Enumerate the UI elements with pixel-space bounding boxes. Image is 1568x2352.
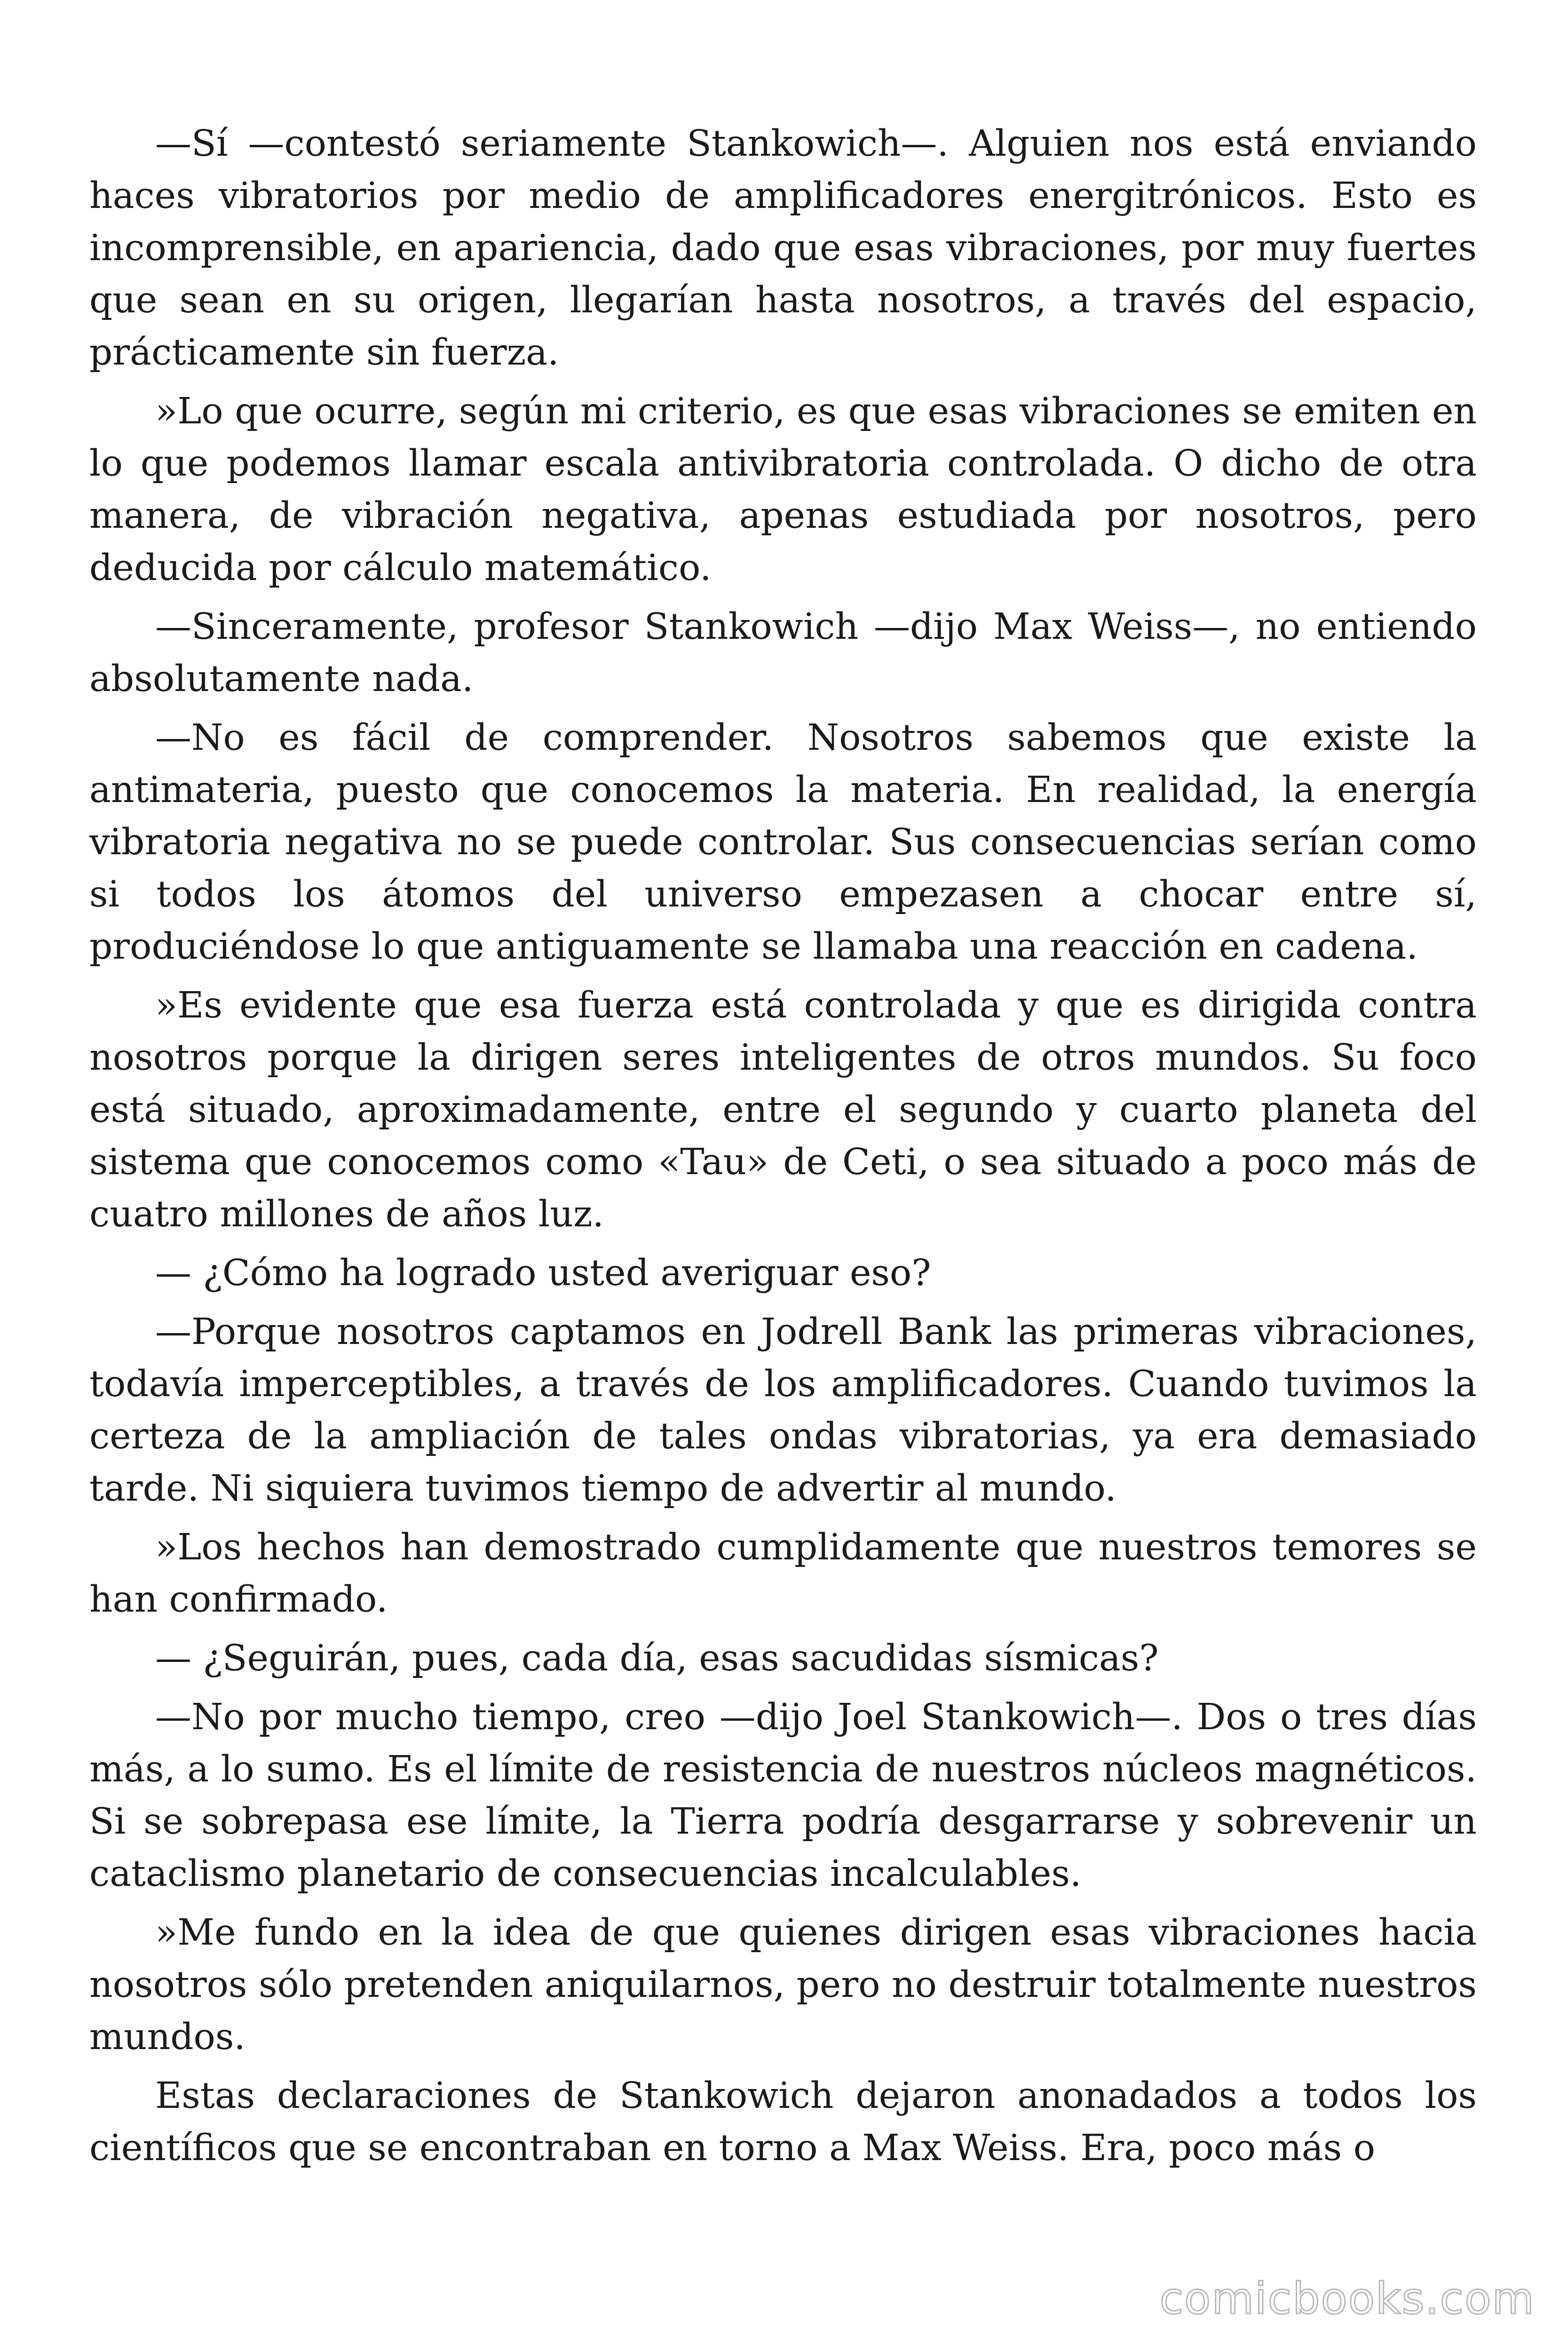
watermark: comicbooks.com (1159, 2273, 1535, 2324)
paragraph: »Lo que ocurre, según mi criterio, es que esas vibraciones se emiten en lo que podemos llamar escala antivibratoria controlada. O dicho de otra manera, de vibración negativa, apenas estudiada por nosotros, pero deducida por cálculo matemático. (89, 390, 1477, 589)
paragraph: »Los hechos han demostrado cumplidamente que nuestros temores se han confirmado. (89, 1526, 1477, 1621)
paragraph: —No es fácil de comprender. Nosotros sabemos que existe la antimateria, puesto que conocemos la materia. En realidad, la energía vibratoria negativa no se puede controlar. Sus consecuencias serían como si todos los átomos del universo empezasen a chocar entre sí, produciéndose lo que antiguamente se llamaba una reacción en cadena. (89, 717, 1477, 968)
paragraph: Estas declaraciones de Stankowich dejaron anonadados a todos los científicos que se encontraban en torno a Max Weiss. Era, poco más o (89, 2075, 1477, 2169)
paragraph: —No por mucho tiempo, creo —dijo Joel Stankowich—. Dos o tres días más, a lo sumo. Es el límite de resistencia de nuestros núcleos magnéticos. Si se sobrepasa ese límite, la Tierra podría desgarrarse y sobrevenir un cataclismo planetario de consecuencias incalculables. (89, 1696, 1477, 1895)
paragraph: —Sí —contestó seriamente Stankowich—. Alguien nos está enviando haces vibratorios por medio de amplificadores energitrónicos. Esto es incomprensible, en apariencia, dado que esas vibraciones, por muy fuertes que sean en su origen, llegarían hasta nosotros, a través del espacio, prácticamente sin fuerza. (89, 123, 1477, 373)
paragraph: »Me fundo en la idea de que quienes dirigen esas vibraciones hacia nosotros sólo pretenden aniquilarnos, pero no destruir totalmente nuestros mundos. (89, 1912, 1477, 2058)
paragraph: »Es evidente que esa fuerza está controlada y que es dirigida contra nosotros porque la dirigen seres inteligentes de otros mundos. Su foco está situado, aproximadamente, entre el segundo y cuarto planeta del sistema que conocemos como «Tau» de Ceti, o sea situado a poco más de cuatro millones de años luz. (89, 985, 1477, 1235)
paragraph: —Porque nosotros captamos en Jodrell Bank las primeras vibraciones, todavía imperceptibles, a través de los amplificadores. Cuando tuvimos la certeza de la ampliación de tales ondas vibratorias, ya era demasiado tarde. Ni siquiera tuvimos tiempo de advertir al mundo. (89, 1311, 1477, 1510)
paragraph: —Sinceramente, profesor Stankowich —dijo Max Weiss—, no entiendo absolutamente nada. (89, 606, 1477, 700)
page-body (89, 118, 1477, 2174)
paragraph: — ¿Cómo ha logrado usted averiguar eso? (155, 1252, 931, 1294)
paragraph: — ¿Seguirán, pues, cada día, esas sacudidas sísmicas? (155, 1637, 1159, 1679)
